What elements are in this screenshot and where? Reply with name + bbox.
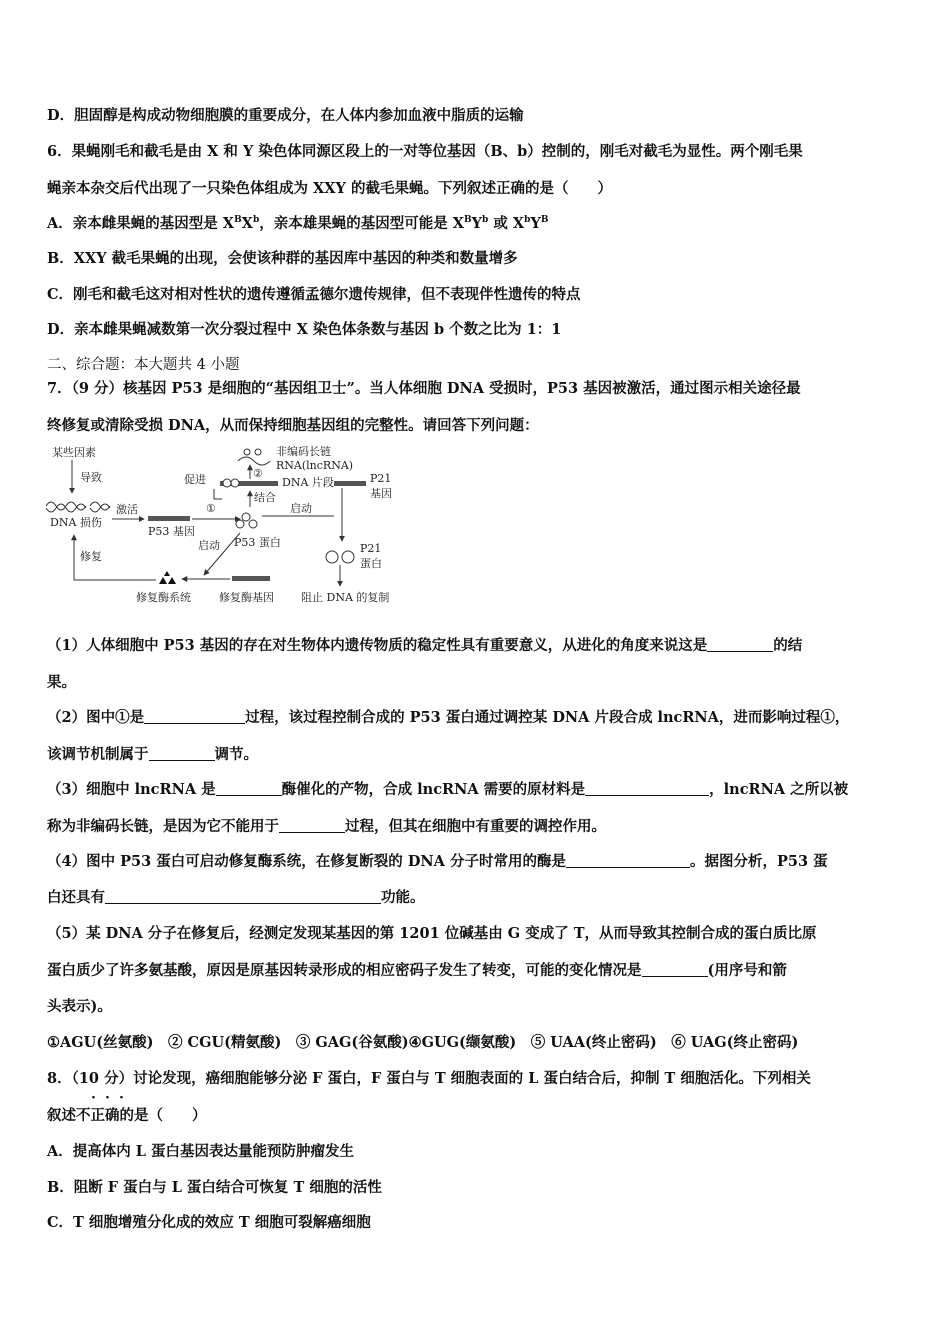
section-heading: 二、综合题：本大题共 4 小题 (47, 357, 240, 373)
q7-stem-line2: 终修复或清除受损 DNA，从而保持细胞基因组的完整性。请回答下列问题： (47, 417, 539, 434)
answer-blank-8[interactable] (105, 889, 381, 904)
q6-option-c: C．刚毛和截毛这对相对性状的遗传遵循孟德尔遗传规律，但不表现伴性遗传的特点 (47, 286, 581, 303)
label-start-a: 启动 (290, 502, 312, 515)
q8-option-a: A．提高体内 L 蛋白基因表达量能预防肿瘤发生 (47, 1143, 355, 1160)
p21-gene-bar (334, 481, 366, 486)
repair-enzyme3 (164, 571, 170, 576)
label-start-b: 启动 (198, 539, 220, 552)
p53-protein-top (242, 513, 250, 521)
label-p21-gene2: 基因 (370, 487, 392, 500)
label-dna-damage: DNA 损伤 (50, 516, 102, 529)
q7-sub3-line2: 称为非编码长链，是因为它不能用于 过程，但其在细胞中有重要的调控作用。 (47, 818, 606, 835)
lncrna-loop1 (244, 449, 250, 455)
emphasis-dot-3: · (119, 1090, 124, 1106)
repair-enzyme1 (159, 577, 167, 584)
q5-option-d: D．胆固醇是构成动物细胞膜的重要成分，在人体内参加血液中脂质的运输 (47, 107, 524, 124)
answer-blank-7[interactable] (566, 853, 690, 868)
q8-stem-line2: 叙述不正确的是（ ） (47, 1107, 207, 1124)
label-repair-gene: 修复酶基因 (219, 591, 274, 604)
p53-gene-bar (148, 516, 190, 521)
q7-sub1-line1: （1）人体细胞中 P53 基因的存在对生物体内遗传物质的稳定性具有重要意义，从进化的角度来说这是 的结 (47, 637, 803, 654)
lncrna-strand (238, 457, 270, 465)
lncrna-loop2 (255, 449, 261, 455)
label-p53-gene: P53 基因 (148, 525, 195, 538)
p53-protein-left (236, 520, 244, 528)
q7-sub5-line1: （5）某 DNA 分子在修复后，经测定发现某基因的第 1201 位碱基由 G 变成了 T，从而导致其控制合成的蛋白质比原 (47, 925, 817, 942)
p21-protein2 (342, 551, 354, 563)
label-circle2: ② (253, 467, 263, 480)
q6-option-d: D．亲本雌果蝇减数第一次分裂过程中 X 染色体条数与基因 b 个数之比为 1：1 (47, 321, 562, 338)
answer-blank-5[interactable] (585, 781, 709, 796)
label-bind: 结合 (254, 491, 276, 504)
answer-blank-3[interactable] (149, 746, 215, 761)
label-dna-fragment: DNA 片段 (282, 476, 334, 489)
p53-protein-right (249, 520, 257, 528)
q7-sub5-line2: 蛋白质少了许多氨基酸，原因是原基因转录形成的相应密码子发生了转变，可能的变化情况是 (用序号和箭 (47, 962, 787, 979)
repair-gene-bar (232, 576, 270, 581)
label-p53-protein: P53 蛋白 (234, 536, 281, 549)
p21-protein1 (326, 551, 338, 563)
q7-codon-options: ①AGU(丝氨酸) ② CGU(精氨酸) ③ GAG(谷氨酸)④GUG(缬氨酸) ⑤ UAA(终止密码) ⑥ UAG(终止密码) (47, 1034, 799, 1051)
label-activate: 激活 (116, 503, 138, 516)
label-factors: 某些因素 (52, 446, 96, 459)
label-repair: 修复 (80, 550, 102, 563)
label-p21-protein2: 蛋白 (360, 557, 382, 570)
bound-protein2 (231, 479, 239, 487)
repair-enzyme2 (168, 577, 176, 584)
label-p21-protein1: P21 (360, 542, 382, 555)
q7-sub2-line2: 该调节机制属于 调节。 (47, 746, 258, 763)
answer-blank-2[interactable] (144, 709, 245, 724)
answer-blank-1[interactable] (707, 637, 773, 652)
answer-blank-6[interactable] (279, 818, 345, 833)
label-p21-gene1: P21 (370, 472, 392, 485)
label-circle1: ① (206, 502, 216, 515)
label-block: 阻止 DNA 的复制 (301, 591, 390, 604)
label-repair-system: 修复酶系统 (136, 591, 191, 604)
answer-blank-4[interactable] (216, 781, 282, 796)
q6-stem-line1: 6．果蝇刚毛和截毛是由 X 和 Y 染色体同源区段上的一对等位基因（B、b）控制的，刚毛对截毛为显性。两个刚毛果 (47, 143, 803, 160)
q6-option-b: B．XXY 截毛果蝇的出现，会使该种群的基因库中基因的种类和数量增多 (47, 250, 518, 267)
label-promote: 促进 (184, 473, 206, 486)
bound-protein1 (223, 479, 231, 487)
label-lnc2: RNA(lncRNA) (276, 459, 354, 472)
emphasis-dot-1: · (91, 1090, 96, 1106)
label-lnc1: 非编码长链 (276, 445, 331, 458)
q7-sub2-line1: （2）图中①是 过程，该过程控制合成的 P53 蛋白通过调控某 DNA 片段合成 lncRNA，进而影响过程①， (47, 709, 850, 726)
arrow-promote (214, 489, 222, 499)
emphasis-dot-2: · (105, 1090, 110, 1106)
q7-stem-line1: 7．（9 分）核基因 P53 是细胞的“基因组卫士”。当人体细胞 DNA 受损时，P53 基因被激活，通过图示相关途径最 (47, 380, 801, 397)
q6-stem-line2: 蝇亲本杂交后代出现了一只染色体组成为 XXY 的截毛果蝇。下列叙述正确的是（ ） (47, 180, 612, 197)
answer-blank-9[interactable] (642, 962, 708, 977)
q7-sub4-line2: 白还具有 功能。 (47, 889, 425, 906)
q7-sub5-line3: 头表示)。 (47, 998, 112, 1015)
q8-option-b: B．阻断 F 蛋白与 L 蛋白结合可恢复 T 细胞的活性 (47, 1179, 382, 1196)
q7-sub4-line1: （4）图中 P53 蛋白可启动修复酶系统，在修复断裂的 DNA 分子时常用的酶是 。据图分析，P53 蛋 (47, 853, 828, 870)
q7-sub3-line1: （3）细胞中 lncRNA 是 酶催化的产物，合成 lncRNA 需要的原材料是 ，lncRNA 之所以被 (47, 781, 849, 798)
p53-pathway-diagram (44, 441, 424, 616)
q8-stem-line1: 8．（10 分）讨论发现，癌细胞能够分泌 F 蛋白，F 蛋白与 T 细胞表面的 L 蛋白结合后，抑制 T 细胞活化。下列相关 (47, 1070, 811, 1087)
q6-option-a: A．亲本雌果蝇的基因型是 $X^BX^b$，亲本雄果蝇的基因型可能是 $X^BY^b$ 或 $X^bY^B$ (47, 215, 549, 232)
label-cause: 导致 (80, 471, 102, 484)
q7-sub1-line2: 果。 (47, 674, 76, 691)
q8-option-c: C．T 细胞增殖分化成的效应 T 细胞可裂解癌细胞 (47, 1214, 371, 1231)
